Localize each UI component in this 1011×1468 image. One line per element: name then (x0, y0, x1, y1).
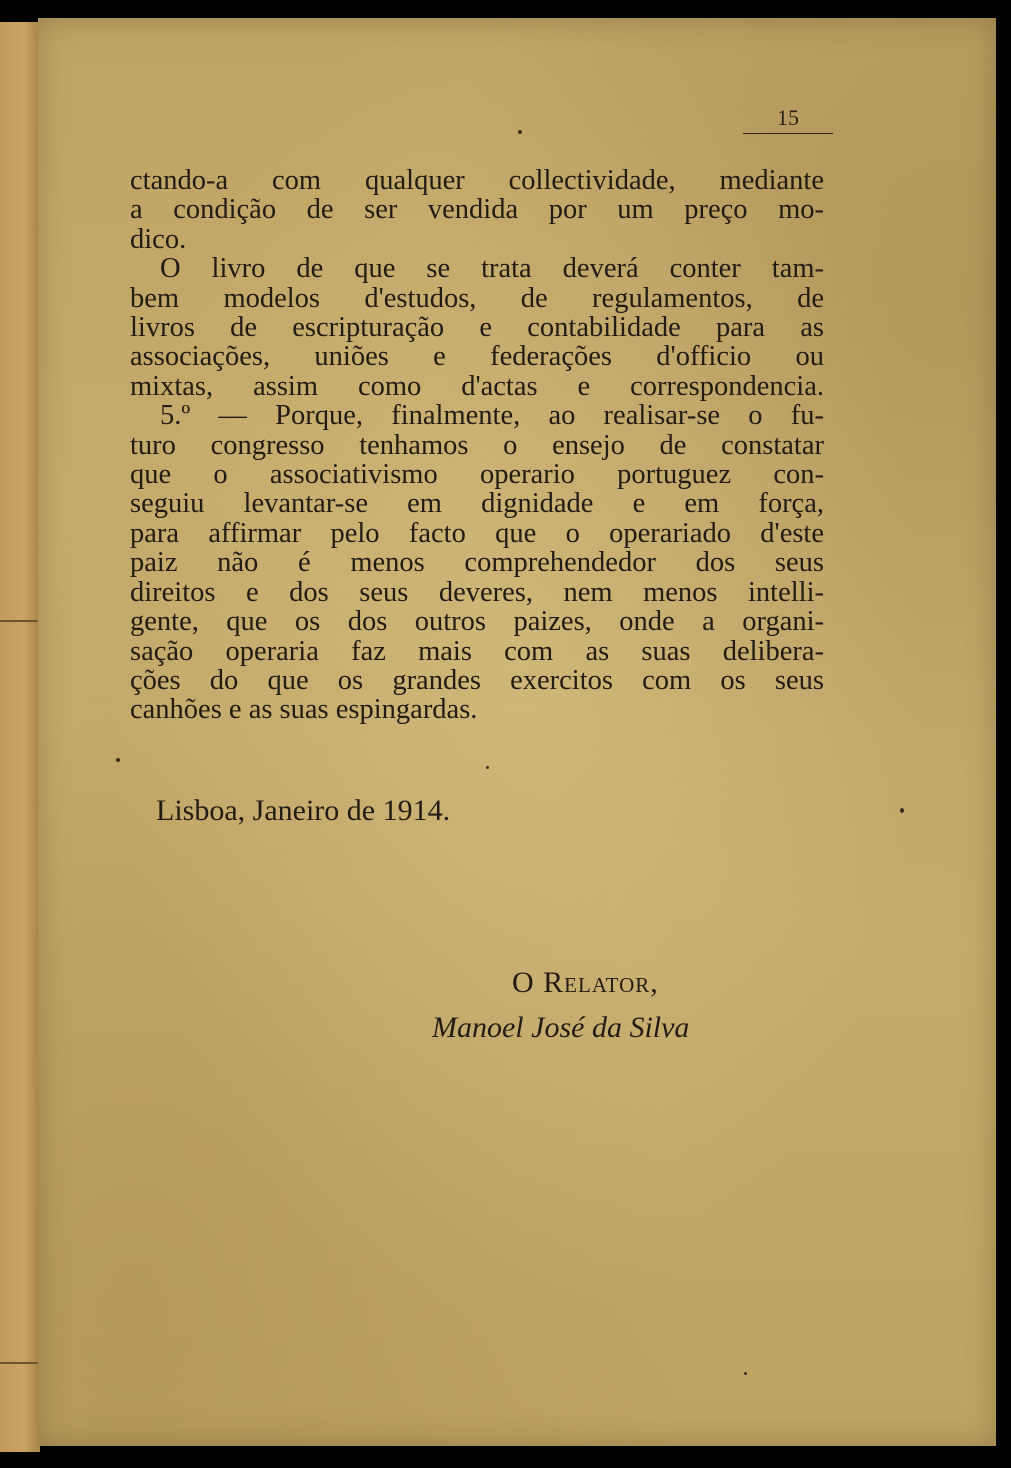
text-line: turo congresso tenhamos o ensejo de constatar (130, 429, 824, 461)
previous-page-edge (0, 22, 40, 1452)
page (38, 18, 996, 1446)
text-line: O livro de que se trata deverá conter tam- (160, 253, 824, 285)
text-line: a condição de ser vendida por um preço mo- (130, 194, 824, 226)
paper-speck (116, 758, 120, 762)
paper-speck (900, 808, 904, 813)
text-line: para affirmar pelo facto que o operariado d'este (130, 517, 824, 549)
body-text (130, 166, 824, 725)
edge-mark (0, 620, 40, 622)
text-line: seguiu levantar-se em dignidade e em força, (130, 488, 824, 520)
paper-speck (518, 130, 522, 134)
text-line: associações, uniões e federações d'officio ou (130, 341, 824, 373)
text-line: ctando-a com qualquer collectividade, mediante (130, 165, 824, 196)
text-line: que o associativismo operario portuguez con- (130, 459, 824, 491)
text-line: direitos e dos seus deveres, nem menos intelli- (130, 576, 824, 608)
text-line: paiz não é menos comprehendedor dos seus (130, 547, 824, 579)
text-line: dico. (130, 223, 187, 255)
text-line: mixtas, assim como d'actas e correspondencia. (130, 370, 824, 402)
place-date: Lisboa, Janeiro de 1914. (156, 794, 451, 827)
edge-mark (0, 1362, 40, 1364)
text-line: sação operaria faz mais com as suas delibera- (130, 635, 824, 667)
page-number: 15 (743, 105, 833, 134)
text-line: ções do que os grandes exercitos com os seus (130, 664, 824, 696)
paper-speck (486, 766, 489, 769)
text-line: bem modelos d'estudos, de regulamentos, de (130, 282, 824, 314)
text-line: livros de escripturação e contabilidade para as (130, 312, 824, 344)
paper-speck (744, 1372, 747, 1375)
signature-title: O Relator, (512, 966, 659, 999)
text-line: canhões e as suas espingardas. (130, 694, 478, 726)
text-line: 5.º — Porque, finalmente, ao realisar-se o fu- (160, 400, 824, 432)
signature-name: Manoel José da Silva (432, 1011, 690, 1044)
text-line: gente, que os dos outros paizes, onde a organi- (130, 606, 824, 638)
